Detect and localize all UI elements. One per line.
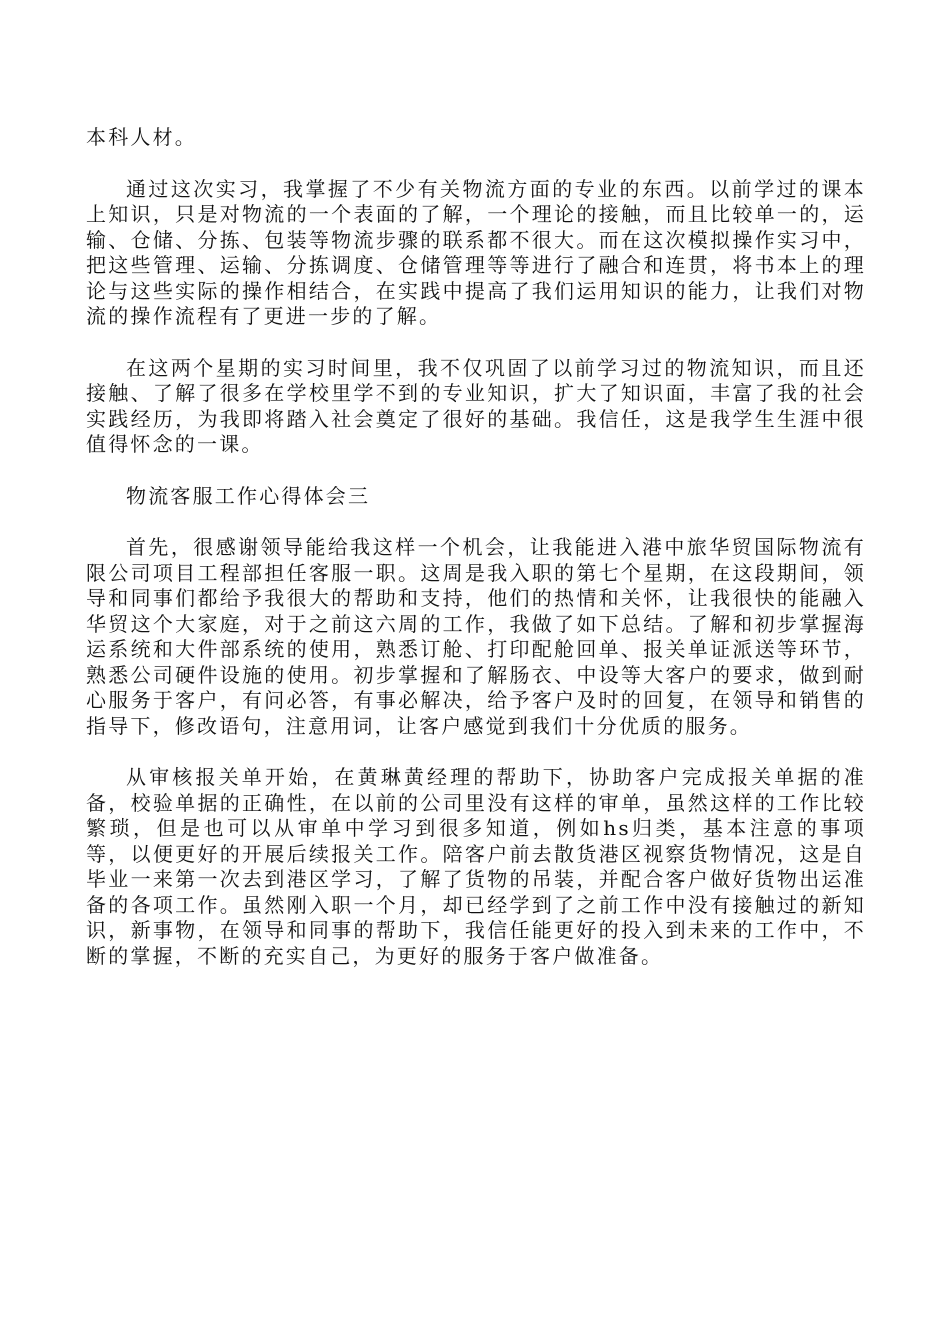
paragraph-customer-service-intro: 首先，很感谢领导能给我这样一个机会，让我能进入港中旅华贸国际物流有限公司项目工程部担任客服一职。这周是我入职的第七个星期，在这段期间，领导和同事们都给予我很大的帮助和支持，他们的热情和关怀，让我很快的能融入华贸这个大家庭，对于之前这六周的工作，我做了如下总结。了解和初步掌握海运系统和大件部系统的使用，熟悉订舱、打印配舱回单、报关单证派送等环节，熟悉公司硬件设施的使用。初步掌握和了解肠衣、中设等大客户的要求，做到耐心服务于客户，有问必答，有事必解决，给予客户及时的回复，在领导和销售的指导下，修改语句，注意用词，让客户感觉到我们十分优质的服务。: [86, 535, 866, 738]
paragraph-internship-knowledge: 通过这次实习，我掌握了不少有关物流方面的专业的东西。以前学过的课本上知识，只是对物流的一个表面的了解，一个理论的接触，而且比较单一的，运输、仓储、分拣、包装等物流步骤的联系都不很大。而在这次模拟操作实习中，把这些管理、运输、分拣调度、仓储管理等等进行了融合和连贯，将书本上的理论与这些实际的操作相结合，在实践中提高了我们运用知识的能力，让我们对物流的操作流程有了更进一步的了解。: [86, 176, 866, 328]
document-body: [86, 125, 866, 995]
section-heading: 物流客服工作心得体会三: [126, 483, 371, 508]
paragraph-internship-summary: 在这两个星期的实习时间里，我不仅巩固了以前学习过的物流知识，而且还接触、了解了很多在学校里学不到的专业知识，扩大了知识面，丰富了我的社会实践经历，为我即将踏入社会奠定了很好的基础。我信任，这是我学生生涯中很值得怀念的一课。: [86, 355, 866, 456]
paragraph-customs-review: 从审核报关单开始，在黄琳黄经理的帮助下，协助客户完成报关单据的准备，校验单据的正确性，在以前的公司里没有这样的审单，虽然这样的工作比较繁琐，但是也可以从审单中学习到很多知道，例如hs归类，基本注意的事项等，以便更好的开展后续报关工作。陪客户前去散货港区视察货物情况，这是自毕业一来第一次去到港区学习，了解了货物的吊装，并配合客户做好货物出运准备的各项工作。虽然刚入职一个月，却已经学到了之前工作中没有接触过的新知识，新事物，在领导和同事的帮助下，我信任能更好的投入到未来的工作中，不断的掌握，不断的充实自己，为更好的服务于客户做准备。: [86, 765, 866, 968]
paragraph-continuation: 本科人材。: [86, 125, 197, 149]
